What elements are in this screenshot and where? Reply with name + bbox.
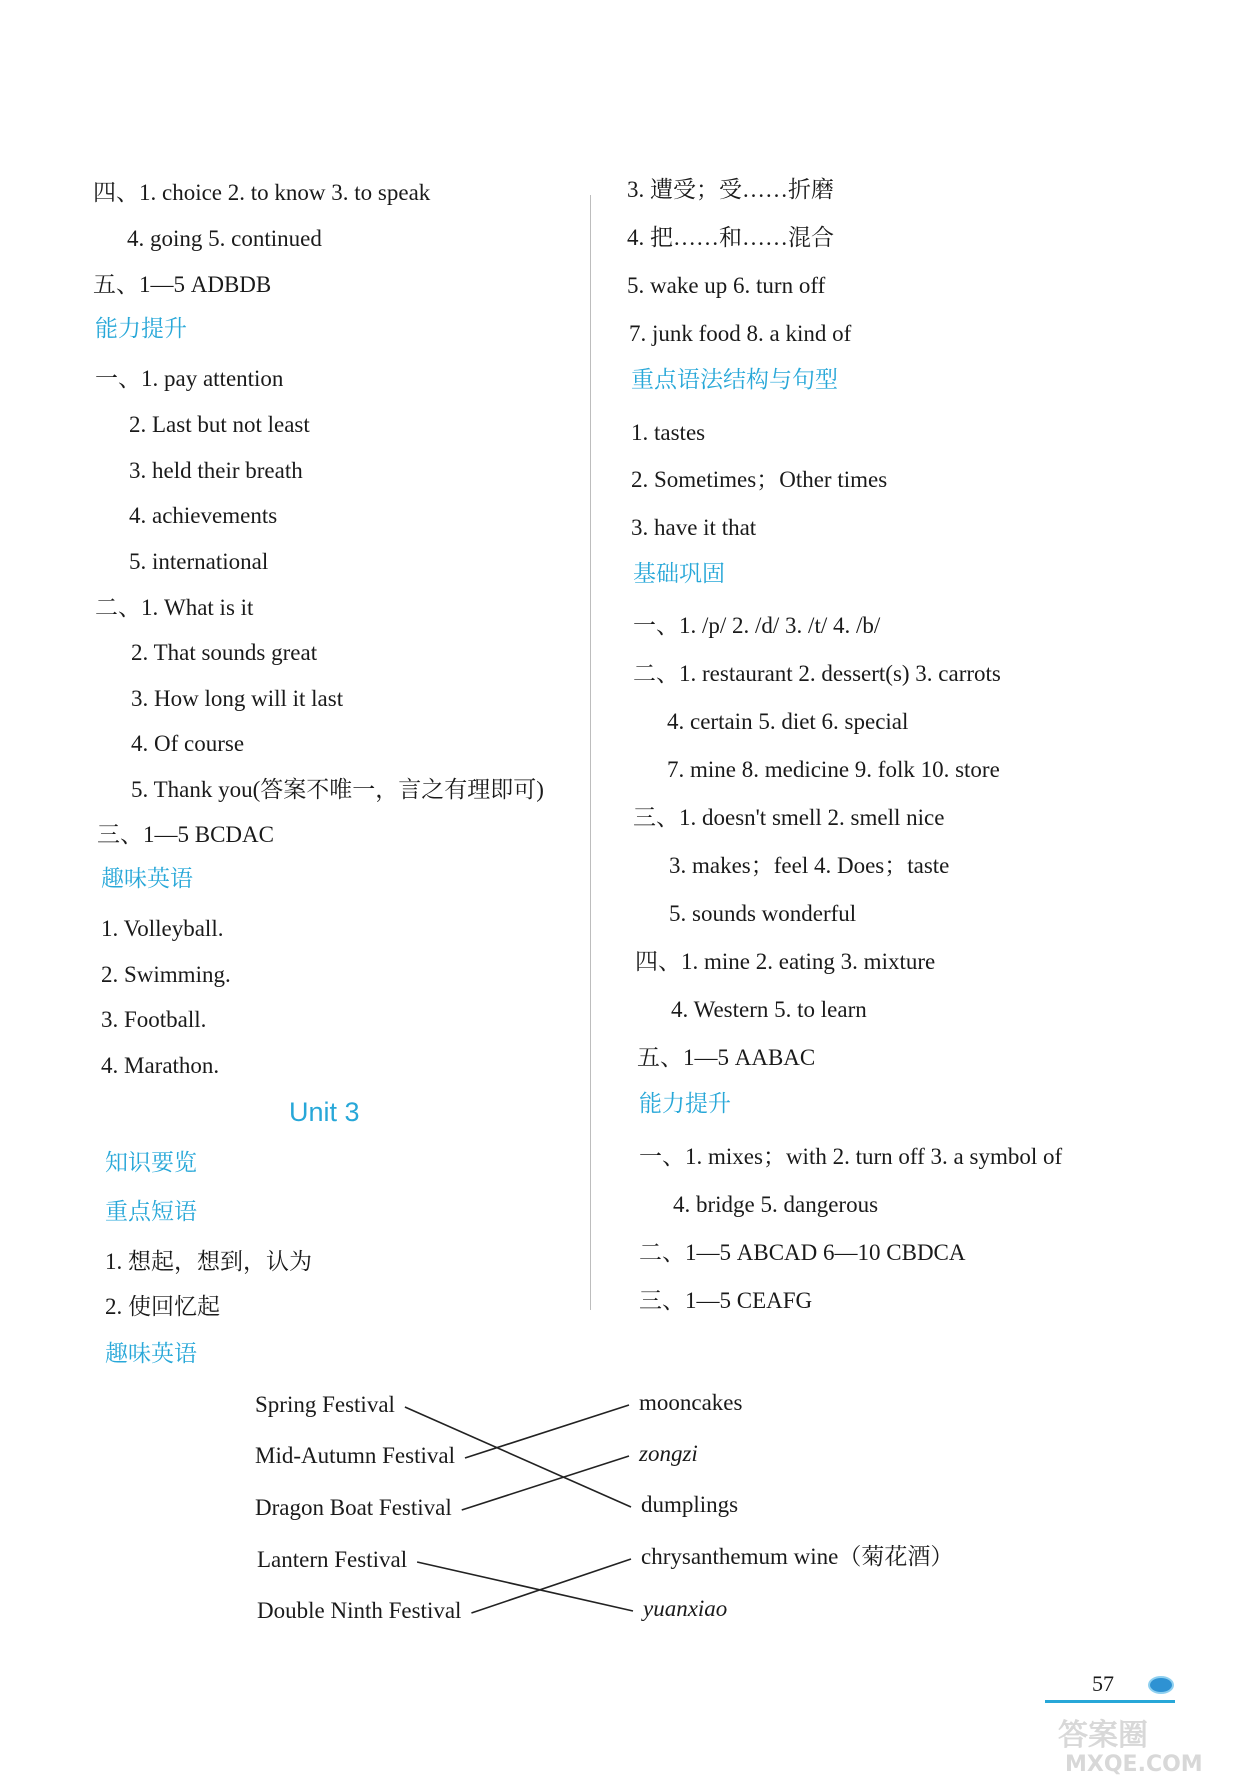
right-b2-2: 4. certain 5. diet 6. special	[667, 709, 909, 734]
right-g3: 3. have it that	[631, 515, 757, 540]
festival-item: Double Ninth Festival	[257, 1598, 462, 1623]
left-fun-2: 2. Swimming.	[101, 962, 231, 987]
page-number: 57	[1092, 1671, 1114, 1696]
left-a2-2: 2. That sounds great	[131, 640, 318, 665]
right-c3: 三、1—5 CEAFG	[639, 1288, 813, 1313]
left-a1-5: 5. international	[129, 549, 269, 574]
left-a1-4: 4. achievements	[129, 503, 278, 528]
left-fun-3: 3. Football.	[101, 1007, 207, 1032]
heading-basic: 基础巩固	[633, 561, 725, 587]
left-a1-1: 一、1. pay attention	[95, 366, 284, 391]
right-r2: 4. 把……和……混合	[627, 225, 834, 250]
heading-overview: 知识要览	[105, 1150, 197, 1176]
festival-item: Spring Festival	[255, 1392, 395, 1417]
food-item: zongzi	[639, 1441, 698, 1466]
heading-ability-2: 能力提升	[639, 1091, 731, 1117]
heading-fun-english: 趣味英语	[101, 866, 193, 892]
food-item: mooncakes	[639, 1390, 743, 1415]
heading-key-phrases: 重点短语	[105, 1199, 197, 1225]
right-c2: 二、1—5 ABCAD 6—10 CBDCA	[639, 1240, 966, 1265]
right-r3: 5. wake up 6. turn off	[627, 273, 826, 298]
festival-item: Lantern Festival	[257, 1547, 408, 1572]
left-a2-3: 3. How long will it last	[131, 686, 344, 711]
footer-bar	[1045, 1700, 1175, 1703]
heading-fun-english-2: 趣味英语	[105, 1341, 197, 1367]
left-a1-2: 2. Last but not least	[129, 412, 310, 437]
match-line	[465, 1405, 629, 1458]
unit-title: Unit 3	[289, 1097, 360, 1127]
left-a1-3: 3. held their breath	[129, 458, 303, 483]
watermark-url: MXQE.COM	[1065, 1752, 1203, 1777]
left-a2-4: 4. Of course	[131, 731, 245, 756]
footer-dot-icon	[1148, 1676, 1174, 1694]
food-item: dumplings	[641, 1492, 739, 1517]
left-a2-1: 二、1. What is it	[95, 595, 254, 620]
right-b2-1: 二、1. restaurant 2. dessert(s) 3. carrots	[633, 661, 1001, 686]
left-fun-4: 4. Marathon.	[101, 1053, 220, 1078]
right-b3-2: 3. makes；feel 4. Does；taste	[669, 853, 950, 878]
right-b4-1: 四、1. mine 2. eating 3. mixture	[635, 949, 936, 974]
right-r1: 3. 遭受；受……折磨	[627, 177, 834, 202]
right-c1-2: 4. bridge 5. dangerous	[673, 1192, 879, 1217]
festival-item: Mid-Autumn Festival	[255, 1443, 455, 1468]
food-item: yuanxiao	[643, 1596, 728, 1621]
right-c1-1: 一、1. mixes；with 2. turn off 3. a symbol of	[639, 1144, 1063, 1169]
left-section-4-line1: 四、1. choice 2. to know 3. to speak	[93, 180, 431, 205]
left-phrase-2: 2. 使回忆起	[105, 1294, 220, 1319]
right-g1: 1. tastes	[631, 420, 706, 445]
left-fun-1: 1. Volleyball.	[101, 916, 224, 941]
left-section-5: 五、1—5 ADBDB	[93, 272, 272, 297]
right-b1: 一、1. /p/ 2. /d/ 3. /t/ 4. /b/	[633, 613, 881, 638]
match-line	[462, 1456, 629, 1510]
right-b3-1: 三、1. doesn't smell 2. smell nice	[633, 805, 945, 830]
left-a3: 三、1—5 BCDAC	[97, 822, 274, 847]
heading-grammar: 重点语法结构与句型	[631, 367, 838, 393]
left-a2-5: 5. Thank you(答案不唯一，言之有理即可)	[131, 777, 544, 802]
food-item: chrysanthemum wine（菊花酒）	[641, 1544, 954, 1569]
watermark-logo: 答案圈	[1058, 1718, 1148, 1753]
right-r4: 7. junk food 8. a kind of	[629, 321, 852, 346]
left-section-4-line2: 4. going 5. continued	[127, 226, 322, 251]
festival-item: Dragon Boat Festival	[255, 1495, 452, 1520]
right-b4-2: 4. Western 5. to learn	[671, 997, 867, 1022]
right-b5: 五、1—5 AABAC	[637, 1045, 816, 1070]
right-b3-3: 5. sounds wonderful	[669, 901, 857, 926]
heading-ability: 能力提升	[95, 316, 187, 342]
right-b2-3: 7. mine 8. medicine 9. folk 10. store	[667, 757, 1000, 782]
left-phrase-1: 1. 想起，想到，认为	[105, 1249, 312, 1274]
right-g2: 2. Sometimes；Other times	[631, 467, 888, 492]
